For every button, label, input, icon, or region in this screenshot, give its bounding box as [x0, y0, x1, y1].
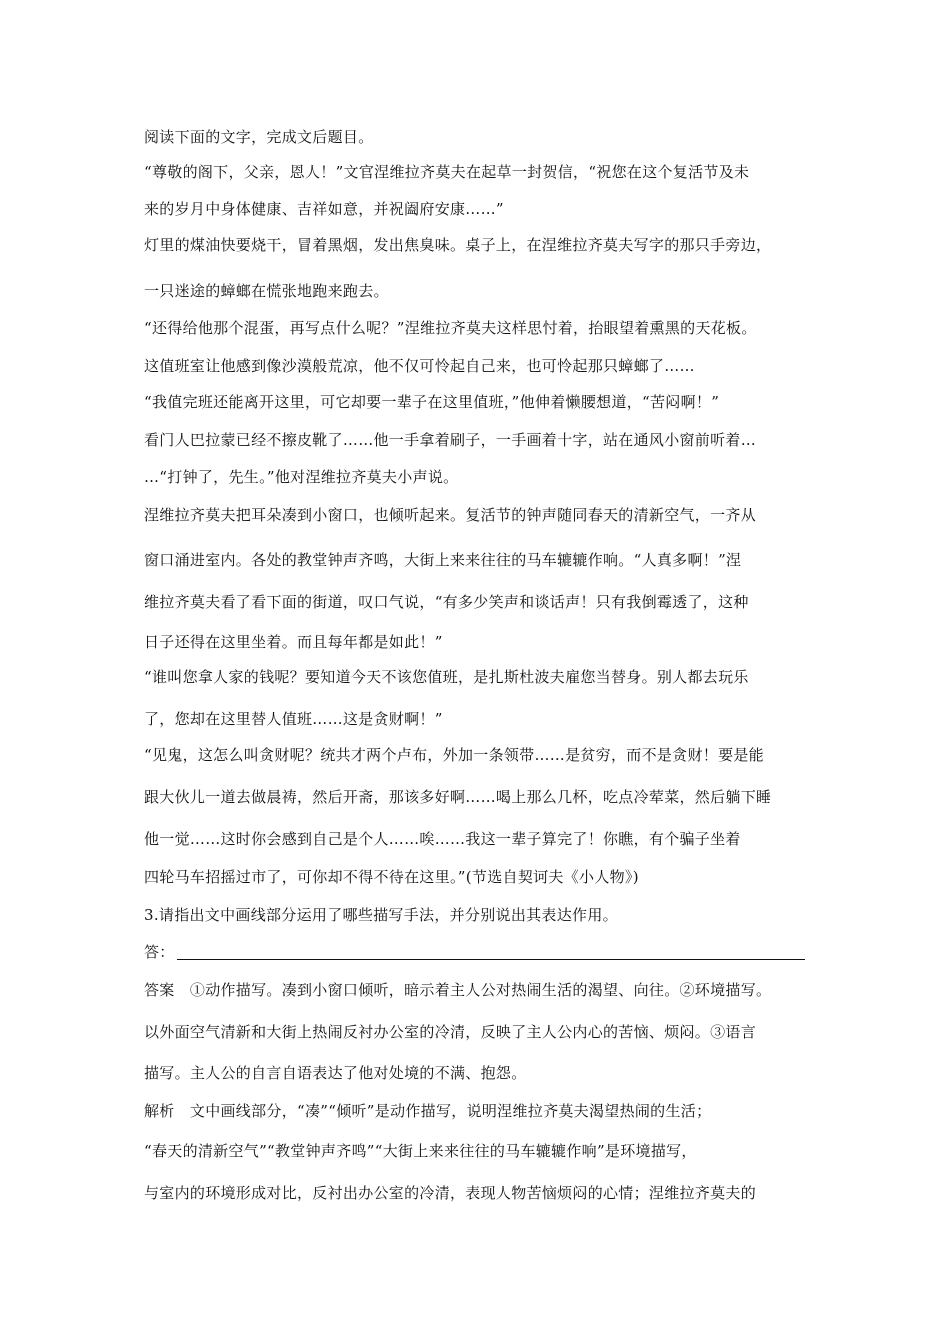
analysis-line: “春天的清新空气”“教堂钟声齐鸣”“大街上来来往往的马车辘辘作响”是环境描写， — [144, 1142, 697, 1160]
passage-line: 窗口涌进室内。各处的教堂钟声齐鸣，大街上来来往往的马车辘辘作响。“人真多啊！”涅 — [144, 551, 742, 569]
answer-blank-line — [177, 945, 805, 960]
passage-line: 了，您却在这里替人值班……这是贪财啊！” — [144, 710, 443, 728]
passage-line: “尊敬的阁下，父亲，恩人！”文官涅维拉齐莫夫在起草一封贺信，“祝您在这个复活节及未 — [144, 163, 750, 181]
analysis-line: 解析 文中画线部分，“凑”“倾听”是动作描写，说明涅维拉齐莫夫渴望热闹的生活； — [144, 1102, 712, 1120]
passage-line: 日子还得在这里坐着。而且每年都是如此！” — [144, 633, 443, 651]
passage-line: …“打钟了，先生。”他对涅维拉齐莫夫小声说。 — [144, 468, 459, 486]
passage-line: 维拉齐莫夫看了看下面的街道，叹口气说，“有多少笑声和谈话声！只有我倒霉透了，这种 — [144, 593, 749, 611]
passage-line: 四轮马车招摇过市了，可你却不得不待在这里。”(节选自契诃夫《小人物》) — [144, 868, 639, 886]
answer-prompt: 答： — [144, 943, 175, 961]
passage-line: 看门人巴拉蒙已经不擦皮靴了……他一手拿着刷子，一手画着十字，站在通风小窗前听着… — [144, 431, 757, 449]
passage-line: 跟大伙儿一道去做晨祷，然后开斋，那该多好啊……喝上那么几杯，吃点冷荤菜，然后躺下睡 — [144, 788, 772, 806]
passage-line: 灯里的煤油快要烧干，冒着黑烟，发出焦臭味。桌子上，在涅维拉齐莫夫写字的那只手旁边， — [144, 236, 772, 254]
answer-line: 描写。主人公的自言自语表达了他对处境的不满、抱怨。 — [144, 1064, 527, 1082]
passage-line: “还得给他那个混蛋，再写点什么呢？”涅维拉齐莫夫这样思忖着，抬眼望着熏黑的天花板。 — [144, 319, 757, 337]
answer-line: 以外面空气清新和大街上热闹反衬办公室的冷清，反映了主人公内心的苦恼、烦闷。③语言 — [144, 1023, 757, 1041]
instruction-text: 阅读下面的文字，完成文后题目。 — [144, 128, 374, 146]
analysis-line: 与室内的环境形成对比，反衬出办公室的冷清，表现人物苦恼烦闷的心情；涅维拉齐莫夫的 — [144, 1184, 757, 1202]
passage-line: 来的岁月中身体健康、吉祥如意，并祝阖府安康……” — [144, 200, 504, 218]
passage-line: “我值完班还能离开这里，可它却要一辈子在这里值班，”他伸着懒腰想道，“苦闷啊！” — [144, 393, 720, 411]
passage-line: “谁叫您拿人家的钱呢？要知道今天不该您值班，是扎斯杜波夫雇您当替身。别人都去玩乐 — [144, 668, 749, 686]
answer-field[interactable] — [144, 942, 805, 962]
passage-line: 一只迷途的蟑螂在慌张地跑来跑去。 — [144, 282, 389, 300]
question-text: 3.请指出文中画线部分运用了哪些描写手法，并分别说出其表达作用。 — [144, 906, 618, 924]
answer-line: 答案 ①动作描写。凑到小窗口倾听，暗示着主人公对热闹生活的渴望、向往。②环境描写。 — [144, 981, 772, 999]
passage-line: 涅维拉齐莫夫把耳朵凑到小窗口，也倾听起来。复活节的钟声随同春天的清新空气，一齐从 — [144, 506, 757, 524]
passage-line: “见鬼，这怎么叫贪财呢？统共才两个卢布，外加一条领带……是贫穷，而不是贪财！要是能 — [144, 746, 764, 764]
passage-line: 这值班室让他感到像沙漠般荒凉，他不仅可怜起自己来，也可怜起那只蟑螂了…… — [144, 357, 695, 375]
passage-line: 他一觉……这时你会感到自己是个人……唉……我这一辈子算完了！你瞧，有个骗子坐着 — [144, 830, 741, 848]
